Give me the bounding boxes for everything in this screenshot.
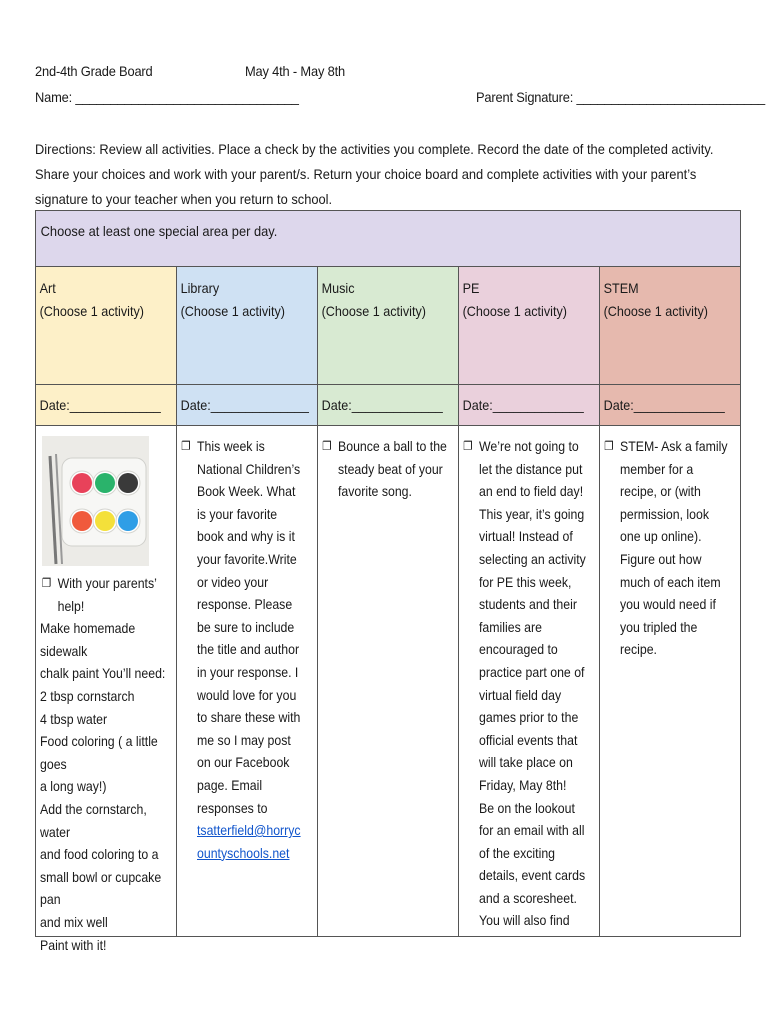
music-text bbox=[322, 435, 466, 503]
art-line: Food coloring ( a little goes bbox=[40, 733, 158, 772]
music-title: Music bbox=[321, 280, 355, 296]
checkbox-icon[interactable]: ❐ bbox=[463, 439, 473, 453]
pe-line: students and their bbox=[479, 596, 577, 613]
library-line: the title and author bbox=[197, 641, 300, 658]
library-sub: (Choose 1 activity) bbox=[180, 303, 285, 319]
pe-line: virtual! Instead of bbox=[479, 528, 573, 545]
pe-line: will take place on bbox=[479, 754, 573, 771]
library-line: Book Week. What bbox=[197, 483, 296, 500]
header-stem bbox=[600, 267, 741, 385]
stem-line: member for a bbox=[620, 460, 694, 477]
library-activity bbox=[177, 426, 318, 937]
checkbox-icon[interactable]: ❐ bbox=[41, 576, 52, 590]
pe-line: This year, it’s going bbox=[479, 505, 585, 522]
library-line: National Children’s bbox=[197, 460, 301, 477]
date-music-label: Date:_____________ bbox=[321, 397, 443, 413]
name-field[interactable]: Name: ________________________________ bbox=[35, 89, 299, 105]
art-line: 2 tbsp cornstarch bbox=[40, 687, 135, 704]
date-stem[interactable] bbox=[600, 385, 741, 426]
pe-line: encouraged to bbox=[479, 641, 558, 658]
art-line: 4 tbsp water bbox=[40, 710, 108, 727]
stem-title: STEM bbox=[603, 280, 639, 296]
library-line: or video your bbox=[197, 573, 269, 590]
library-text bbox=[181, 435, 325, 864]
grade-title: 2nd-4th Grade Board bbox=[35, 63, 153, 79]
art-line: and food coloring to a bbox=[40, 846, 159, 863]
pe-line: of the exciting bbox=[479, 844, 556, 861]
date-art-label: Date:_____________ bbox=[39, 397, 161, 413]
music-sub: (Choose 1 activity) bbox=[321, 303, 426, 319]
stem-line: recipe. bbox=[620, 641, 657, 658]
stem-line: recipe, or (with bbox=[620, 483, 701, 500]
library-line: book and why is it bbox=[197, 528, 295, 545]
checkbox-icon[interactable]: ❐ bbox=[181, 439, 191, 453]
art-sub: (Choose 1 activity) bbox=[39, 303, 144, 319]
pe-line: families are bbox=[479, 618, 543, 635]
pe-line: games prior to the bbox=[479, 709, 579, 726]
pe-line: You will also find bbox=[479, 912, 570, 929]
library-title: Library bbox=[180, 280, 220, 296]
stem-line: you would need if bbox=[620, 596, 716, 613]
library-line: in your response. I bbox=[197, 663, 299, 680]
paint-color-dot bbox=[118, 511, 138, 531]
paint-color-dot bbox=[72, 473, 92, 493]
art-instructions bbox=[40, 572, 172, 956]
stem-sub: (Choose 1 activity) bbox=[603, 303, 708, 319]
date-music[interactable] bbox=[318, 385, 459, 426]
pe-line: for an email with all bbox=[479, 822, 585, 839]
stem-line: much of each item bbox=[620, 573, 721, 590]
library-line: to share these with bbox=[197, 709, 301, 726]
pe-text bbox=[463, 435, 607, 932]
board-banner bbox=[36, 211, 741, 267]
pe-line: selecting an activity bbox=[479, 550, 586, 567]
library-line: page. Email bbox=[197, 776, 263, 793]
stem-line: you tripled the bbox=[620, 618, 698, 635]
pe-line: Be on the lookout bbox=[479, 799, 575, 816]
date-art[interactable] bbox=[36, 385, 177, 426]
art-title: Art bbox=[39, 280, 56, 296]
pe-line: details, event cards bbox=[479, 867, 586, 884]
stem-line: Figure out how bbox=[620, 550, 702, 567]
music-line: steady beat of your bbox=[338, 460, 443, 477]
email-link-part-1[interactable]: tsatterfield@horryc bbox=[197, 822, 301, 839]
art-line: Add the cornstarch, water bbox=[40, 800, 147, 840]
library-line: would love for you bbox=[197, 686, 297, 703]
art-bullet-line-2: help! bbox=[57, 597, 85, 614]
library-line: This week is bbox=[197, 438, 265, 454]
stem-line: one up online). bbox=[620, 528, 702, 545]
pe-activity bbox=[459, 426, 600, 937]
library-line: is your favorite bbox=[197, 505, 278, 522]
pe-line: let the distance put bbox=[479, 460, 583, 477]
choice-board bbox=[35, 210, 741, 953]
paint-color-dot bbox=[95, 473, 115, 493]
paint-color-dot bbox=[95, 511, 115, 531]
library-line: be sure to include bbox=[197, 618, 295, 635]
paint-palette-svg bbox=[42, 436, 149, 566]
music-line: favorite song. bbox=[338, 483, 412, 500]
art-line: Paint with it! bbox=[40, 936, 107, 953]
date-library-label: Date:______________ bbox=[180, 397, 309, 413]
library-line: response. Please bbox=[197, 596, 293, 613]
art-bullet bbox=[40, 572, 172, 617]
directions-text: Directions: Review all activities. Place a check by the activities you complete. Record the date of the completed activity. Share your choices and work with your parent/s. Return your choice board and complete activities with your parent’s signature to your teacher when you return to school. bbox=[35, 141, 714, 207]
header-library bbox=[177, 267, 318, 385]
week-dates: May 4th - May 8th bbox=[245, 63, 345, 79]
pe-line: official events that bbox=[479, 731, 578, 748]
banner-text: Choose at least one special area per day. bbox=[40, 223, 278, 239]
pe-line: We’re not going to bbox=[479, 438, 579, 454]
checkbox-icon[interactable]: ❐ bbox=[322, 439, 332, 453]
pe-line: for PE this week, bbox=[479, 573, 572, 590]
header-music bbox=[318, 267, 459, 385]
library-line: your favorite.Write bbox=[197, 550, 297, 567]
stem-line: permission, look bbox=[620, 505, 710, 522]
pe-line: an end to field day! bbox=[479, 483, 584, 500]
header-art bbox=[36, 267, 177, 385]
pe-line: virtual field day bbox=[479, 686, 562, 703]
art-line: chalk paint You’ll need: bbox=[40, 665, 166, 682]
art-activity bbox=[36, 426, 177, 953]
art-bullet-line-1: With your parents’ bbox=[57, 575, 157, 591]
pe-line: and a scoresheet. bbox=[479, 889, 577, 906]
paint-color-dot bbox=[118, 473, 138, 493]
pe-title: PE bbox=[462, 280, 480, 296]
library-line: responses to bbox=[197, 799, 268, 816]
paint-palette-image bbox=[42, 436, 149, 566]
music-line: Bounce a ball to the bbox=[338, 438, 447, 454]
date-library[interactable] bbox=[177, 385, 318, 426]
pe-line: Friday, May 8th! bbox=[479, 776, 567, 793]
stem-activity bbox=[600, 426, 741, 937]
header-pe bbox=[459, 267, 600, 385]
art-line: and mix well bbox=[40, 913, 108, 930]
art-line: small bowl or cupcake pan bbox=[40, 868, 162, 908]
library-line: on our Facebook bbox=[197, 754, 290, 771]
parent-signature-field[interactable]: Parent Signature: ___________________________ bbox=[476, 89, 765, 105]
date-stem-label: Date:_____________ bbox=[603, 397, 725, 413]
stem-text bbox=[604, 435, 748, 661]
date-pe[interactable] bbox=[459, 385, 600, 426]
date-pe-label: Date:_____________ bbox=[462, 397, 584, 413]
stem-line: STEM- Ask a family bbox=[620, 438, 728, 454]
checkbox-icon[interactable]: ❐ bbox=[604, 439, 614, 453]
email-link-part-2[interactable]: ountyschools.net bbox=[197, 844, 290, 861]
art-line: a long way!) bbox=[40, 778, 107, 795]
art-line: Make homemade sidewalk bbox=[40, 620, 136, 659]
paint-color-dot bbox=[72, 511, 92, 531]
music-activity bbox=[318, 426, 459, 937]
library-line: me so I may post bbox=[197, 731, 291, 748]
pe-line: practice part one of bbox=[479, 663, 585, 680]
pe-sub: (Choose 1 activity) bbox=[462, 303, 567, 319]
